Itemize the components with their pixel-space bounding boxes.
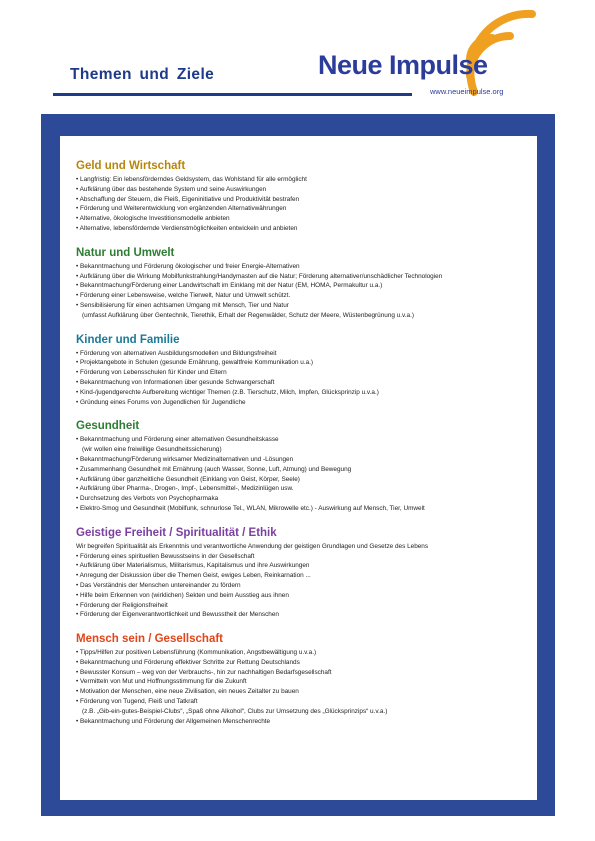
list-item: • Kind-/jugendgerechte Aufbereitung wichtiger Themen (z.B. Tierschutz, Milch, Impfen, Glücksprinzip u.v.a.) [76, 388, 538, 398]
list-item: • Hilfe beim Erkennen von (wirklichen) Sekten und beim Ausstieg aus ihnen [76, 591, 538, 601]
list-item: • Das Verständnis der Menschen untereinander zu fördern [76, 581, 538, 591]
list-item: • Aufklärung über Pharma-, Drogen-, Impf-, Lebensmittel-, Medizinlügen usw. [76, 484, 538, 494]
list-item: • Vermitteln von Mut und Hoffnungsstimmung für die Zukunft [76, 677, 538, 687]
list-item: • Aufklärung über die Wirkung Mobilfunkstrahlung/Handymasten auf die Natur; Förderung alternativer/unschädlicher Technologien [76, 272, 538, 282]
list-item: • Förderung einer Lebensweise, welche Tierwelt, Natur und Umwelt schützt. [76, 291, 538, 301]
list-item: • Förderung der Eigenverantwortlichkeit und Bewusstheit der Menschen [76, 610, 538, 620]
list-item: • Aufklärung über das bestehende System und seine Auswirkungen [76, 185, 538, 195]
section-title: Mensch sein / Gesellschaft [76, 633, 224, 646]
list-item: • Förderung und Weiterentwicklung von ergänzenden Alternativwährungen [76, 204, 538, 214]
list-item: • Bekanntmachung/Förderung einer Landwirtschaft im Einklang mit der Natur (EM, HOMA, Permakultur u.a.) [76, 281, 538, 291]
list-item: • Förderung von Tugend, Fleiß und Tatkraft [76, 697, 538, 707]
list-item: • Bekanntmachung von Informationen über gesunde Schwangerschaft [76, 378, 538, 388]
list-item: • Gründung eines Forums von Jugendlichen für Jugendliche [76, 398, 538, 408]
section-title: Kinder und Familie [76, 333, 180, 346]
section-list [76, 175, 538, 234]
section-intro: Wir begreifen Spiritualität als Erkenntnis und verantwortliche Anwendung der geistigen Grundlagen und Gesetze des Lebens [76, 542, 429, 550]
section-title: Geistige Freiheit / Spiritualität / Ethik [76, 526, 277, 539]
list-item: • Bekanntmachung und Förderung ökologischer und freier Energie-Alternativen [76, 262, 538, 272]
list-item: • Aufklärung über Materialismus, Militarismus, Kapitalismus und ihre Auswirkungen [76, 561, 538, 571]
list-item: • Bewusster Konsum – weg von der Verbrauchs-, hin zur nachhaltigen Bedarfsgesellschaft [76, 668, 538, 678]
section-list [76, 262, 538, 321]
list-item: • Abschaffung der Steuern, die Fleiß, Eigeninitiative und Produktivität bestrafen [76, 195, 538, 205]
section [76, 419, 538, 513]
list-item: • Förderung von Lebensschulen für Kinder und Eltern [76, 368, 538, 378]
list-item: (z.B. „Gib-ein-gutes-Beispiel-Clubs“, „Spaß ohne Alkohol“, Clubs zur Umsetzung des „Glücksprinzips“ u.v.a.) [82, 707, 388, 715]
page-title: Themen und Ziele [70, 66, 215, 83]
list-item: • Alternative, lebensfördernde Verdienstmöglichkeiten entwickeln und anbieten [76, 224, 538, 234]
list-item: • Bekanntmachung und Förderung der Allgemeinen Menschenrechte [76, 717, 538, 727]
list-item: • Förderung eines spirituellen Bewusstseins in der Gesellschaft [76, 552, 538, 562]
list-item: (umfasst Aufklärung über Gentechnik, Tierethik, Erhalt der Regenwälder, Schutz der Meere, Wüstenbegrünung u.v.a.) [82, 311, 415, 319]
list-item: • Sensibilisierung für einen achtsamen Umgang mit Mensch, Tier und Natur [76, 301, 538, 311]
section-list [76, 648, 538, 726]
logo-text: Neue Impulse [318, 50, 488, 80]
list-item: • Projektangebote in Schulen (gesunde Ernährung, gewaltfreie Kommunikation u.a.) [76, 358, 538, 368]
list-item: • Bekanntmachung und Förderung effektiver Schritte zur Rettung Deutschlands [76, 658, 538, 668]
header-rule [53, 93, 412, 96]
list-item: • Bekanntmachung/Förderung wirksamer Medizinalternativen und -Lösungen [76, 455, 538, 465]
section-title: Gesundheit [76, 420, 140, 433]
section-list [76, 435, 538, 513]
section-list [76, 552, 538, 621]
list-item: • Bekanntmachung und Förderung einer alternativen Gesundheitskasse [76, 435, 538, 445]
list-item: (wir wollen eine freiwillige Gesundheitssicherung) [82, 446, 222, 454]
section [76, 246, 538, 321]
list-item: • Anregung der Diskussion über die Themen Geist, ewiges Leben, Reinkarnation ... [76, 571, 538, 581]
list-item: • Langfristig: Ein lebensförderndes Geldsystem, das Wohlstand für alle ermöglicht [76, 175, 538, 185]
list-item: • Motivation der Menschen, eine neue Zivilisation, ein neues Zeitalter zu bauen [76, 687, 538, 697]
sections-container [76, 159, 538, 738]
list-item: • Durchsetzung des Verbots von Psychopharmaka [76, 494, 538, 504]
section [76, 333, 538, 408]
section-title: Natur und Umwelt [76, 246, 175, 259]
section [76, 159, 538, 234]
section-title: Geld und Wirtschaft [76, 160, 186, 172]
list-item: • Aufklärung über ganzheitliche Gesundheit (Einklang von Geist, Körper, Seele) [76, 475, 538, 485]
section-list [76, 349, 538, 408]
list-item: • Förderung von alternativen Ausbildungsmodellen und Bildungsfreiheit [76, 349, 538, 359]
list-item: • Zusammenhang Gesundheit mit Ernährung (auch Wasser, Sonne, Luft, Atmung) und Bewegung [76, 465, 538, 475]
list-item: • Tipps/Hilfen zur positiven Lebensführung (Kommunikation, Angstbewältigung u.v.a.) [76, 648, 538, 658]
list-item: • Alternative, ökologische Investitionsmodelle anbieten [76, 214, 538, 224]
logo-url[interactable]: www.neueimpulse.org [430, 87, 504, 96]
section [76, 526, 538, 620]
list-item: • Elektro-Smog und Gesundheit (Mobilfunk, schnurlose Tel., WLAN, Mikrowelle etc.) - Auswirkung auf Mensch, Tier, Umwelt [76, 504, 538, 514]
section [76, 632, 538, 726]
list-item: • Förderung der Religionsfreiheit [76, 601, 538, 611]
